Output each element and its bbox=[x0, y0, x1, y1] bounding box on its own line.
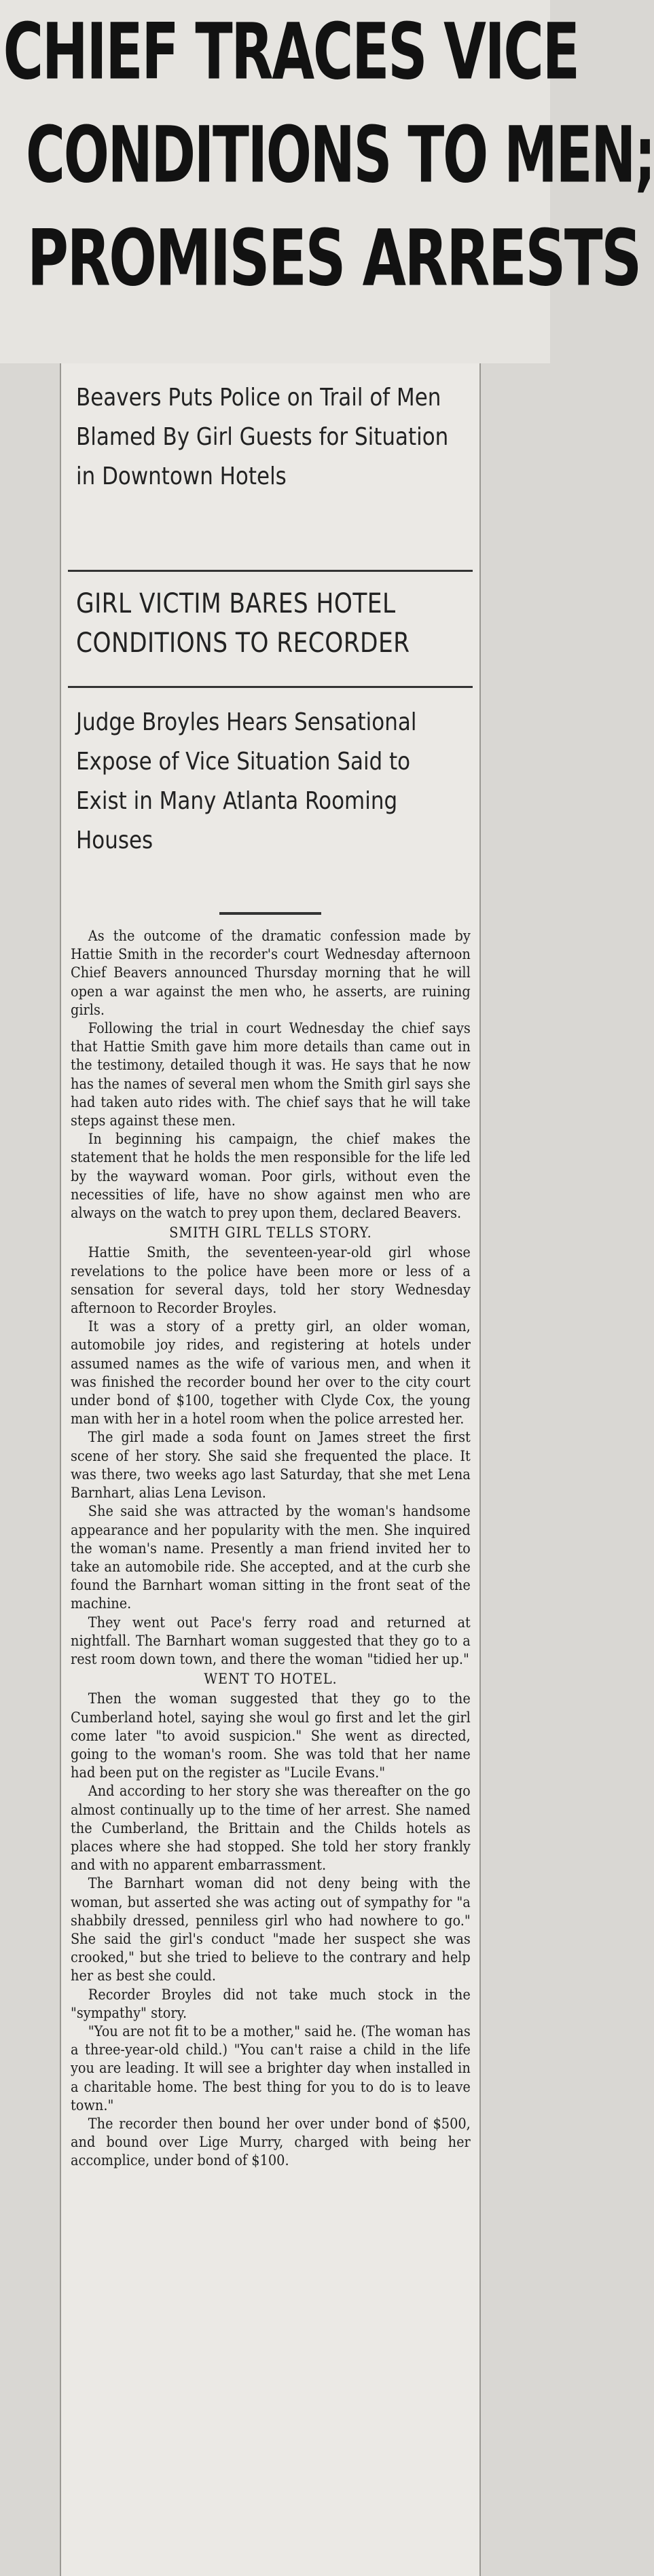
paragraph: And according to her story she was thereafter on the go almost continually up to the time of her arrest. She named the Cumberland, the Brittain and the Childs hotels as places where she had stopped. She told her story frankly and with no apparent embarrassment. bbox=[71, 1783, 471, 1874]
headline-line-1: CHIEF TRACES VICE bbox=[3, 5, 579, 98]
paragraph: "You are not fit to be a mother," said he. (The woman has a three-year-old child.) "You can't raise a child in the life you are leading. It will see a brighter day when installed in a charitable home. The best thing for you to do is to leave town." bbox=[71, 2022, 471, 2114]
paragraph: The Barnhart woman did not deny being with the woman, but asserted she was acting out of sympathy for "a shabbily dressed, penniless girl who had nowhere to go." She said the girl's conduct "made her suspect she was crooked," but she tried to believe to the contrary and help her as best she could. bbox=[71, 1875, 471, 1984]
divider bbox=[219, 912, 321, 915]
headline-line-3: PROMISES ARRESTS bbox=[27, 212, 640, 304]
paragraph: As the outcome of the dramatic confession made by Hattie Smith in the recorder's court Wednesday afternoon Chief Beavers announced Thursday morning that he will open a war against the men who, he asserts, are ruining girls. bbox=[71, 928, 471, 1018]
paragraph: Hattie Smith, the seventeen-year-old girl whose revelations to the police have been more or less of a sensation for several days, told her story Wednesday afternoon to Recorder Broyles. bbox=[71, 1244, 471, 1317]
paragraph: It was a story of a pretty girl, an older woman, automobile joy rides, and registering at hotels under assumed names as the wife of various men, and when it was finished the recorder bound her over to the city court under bond of $100, together with Clyde Cox, the young man with her in a hotel room when the police arrested her. bbox=[71, 1318, 471, 1428]
paragraph: Then the woman suggested that they go to the Cumberland hotel, saying she woul go first and let the girl come later "to avoid suspicion." She went as directed, going to the woman's room. She was told that her name had been put on the register as "Lucile Evans." bbox=[71, 1690, 471, 1781]
section-subhead: SMITH GIRL TELLS STORY. bbox=[169, 1224, 372, 1241]
section-subhead: WENT TO HOTEL. bbox=[204, 1671, 338, 1688]
subheadline-deck-1: Beavers Puts Police on Trail of Men Blamed By Girl Guests for Situation in Downtown Hotels bbox=[76, 384, 449, 490]
article-column bbox=[60, 363, 481, 2576]
article-body bbox=[71, 920, 471, 2171]
headline-line-2: CONDITIONS TO MEN; bbox=[26, 109, 654, 201]
main-headline bbox=[0, 0, 654, 363]
divider bbox=[68, 570, 473, 572]
subheadline-deck-3: Judge Broyles Hears Sensational Expose of Vice Situation Said to Exist in Many Atlanta Rooming Houses bbox=[76, 708, 417, 854]
paragraph: Following the trial in court Wednesday the chief says that Hattie Smith gave him more details than came out in the testimony, detailed though it was. He says that he now has the names of several men whom the Smith girl says she had taken auto rides with. The chief says that he will take steps against these men. bbox=[71, 1020, 471, 1129]
paragraph: Recorder Broyles did not take much stock in the "sympathy" story. bbox=[71, 1986, 471, 2021]
paragraph: She said she was attracted by the woman's handsome appearance and her popularity with the men. She inquired the woman's name. Presently a man friend invited her to take an automobile ride. She accepted, and at the curb she found the Barnhart woman sitting in the front seat of the machine. bbox=[71, 1503, 471, 1612]
subheadline-deck-2: GIRL VICTIM BARES HOTEL CONDITIONS TO RECORDER bbox=[76, 588, 410, 659]
paragraph: In beginning his campaign, the chief makes the statement that he holds the men responsible for the life led by the wayward woman. Poor girls, without even the necessities of life, have no show against men who are always on the watch to prey upon them, declared Beavers. bbox=[71, 1131, 471, 1222]
divider bbox=[68, 686, 473, 688]
paragraph: The recorder then bound her over under bond of $500, and bound over Lige Murry, charged with being her accomplice, under bond of $100. bbox=[71, 2116, 471, 2169]
paragraph: The girl made a soda fount on James street the first scene of her story. She said she frequented the place. It was there, two weeks ago last Saturday, that she met Lena Barnhart, alias Lena Levison. bbox=[71, 1429, 471, 1502]
paragraph: They went out Pace's ferry road and returned at nightfall. The Barnhart woman suggested that they go to a rest room down town, and there the woman "tidied her up." bbox=[71, 1614, 471, 1667]
